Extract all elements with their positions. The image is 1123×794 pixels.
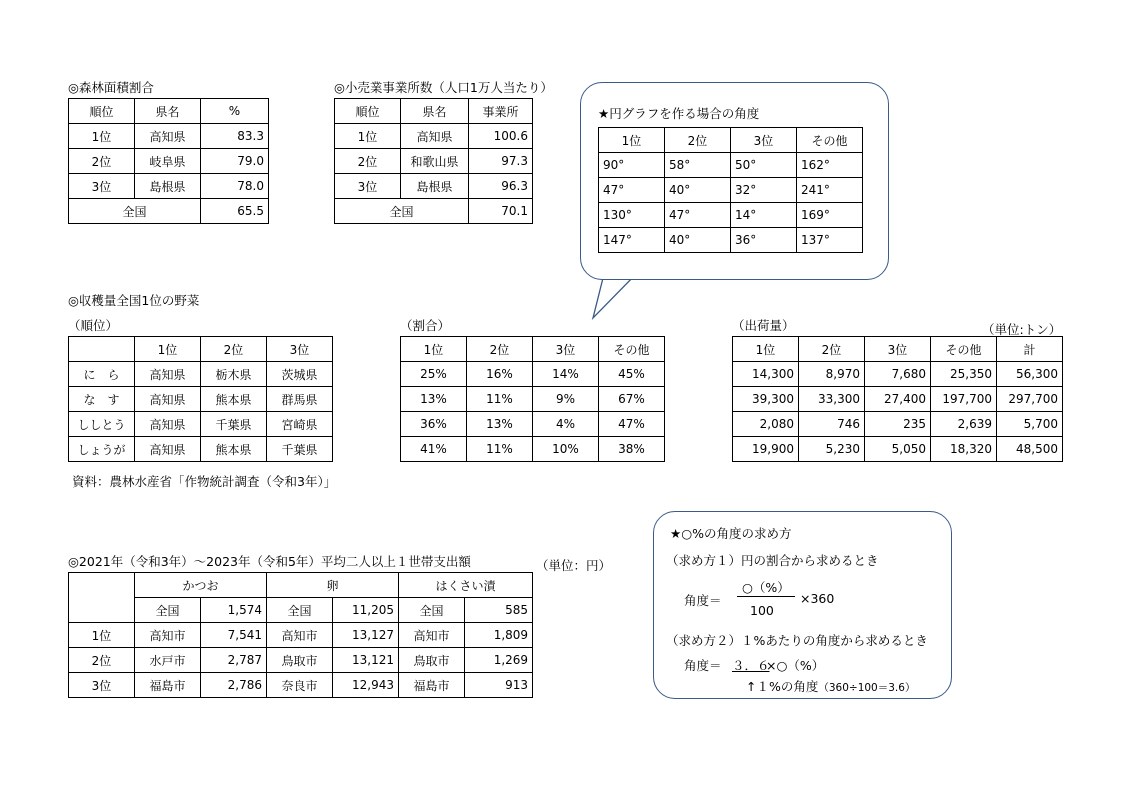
rank-cell: 2位 xyxy=(69,149,135,174)
ratio-cell: 14% xyxy=(533,362,599,387)
spending-table xyxy=(68,572,533,698)
table-row xyxy=(733,337,1063,362)
header-cell: 3位 xyxy=(267,337,333,362)
value-cell: 83.3 xyxy=(201,124,269,149)
ratio-cell: 11% xyxy=(467,437,533,462)
arrow-note xyxy=(746,677,915,695)
national-value: 11,205 xyxy=(333,598,399,623)
table-row xyxy=(335,124,533,149)
pref-cell: 高知県 xyxy=(135,124,201,149)
table-row xyxy=(69,199,269,224)
table-row xyxy=(599,178,863,203)
pref-cell: 千葉県 xyxy=(267,437,333,462)
ship-cell: 48,500 xyxy=(997,437,1063,462)
veg-name: しょうが xyxy=(69,437,135,462)
rank-cell: 1位 xyxy=(335,124,401,149)
header-cell: 2位 xyxy=(665,128,731,153)
ship-cell: 14,300 xyxy=(733,362,799,387)
angle-cell: 47° xyxy=(665,203,731,228)
table-row xyxy=(69,387,333,412)
angle-cell: 130° xyxy=(599,203,665,228)
ratio-cell: 47% xyxy=(599,412,665,437)
angle-cell: 14° xyxy=(731,203,797,228)
ratio-cell: 67% xyxy=(599,387,665,412)
ratio-cell: 36% xyxy=(401,412,467,437)
ship-cell: 197,700 xyxy=(931,387,997,412)
retail-title: ◎小売業事業所数（人口1万人当たり） xyxy=(334,80,553,95)
pref-cell: 熊本県 xyxy=(201,437,267,462)
forest-title: ◎森林面積割合 xyxy=(68,80,154,95)
table-row xyxy=(733,362,1063,387)
method-title: ★○%の角度の求め方 xyxy=(670,526,792,541)
ship-cell: 235 xyxy=(865,412,931,437)
ship-cell: 5,230 xyxy=(799,437,865,462)
veg-name: に ら xyxy=(69,362,135,387)
veg-rank-table xyxy=(68,336,333,462)
pref-cell: 和歌山県 xyxy=(401,149,469,174)
ratio-cell: 38% xyxy=(599,437,665,462)
angle-cell: 47° xyxy=(599,178,665,203)
national-label: 全国 xyxy=(399,598,465,623)
angle-cell: 90° xyxy=(599,153,665,178)
angle-cell: 40° xyxy=(665,178,731,203)
table-row xyxy=(69,573,533,598)
veg-name: ししとう xyxy=(69,412,135,437)
value-cell: 13,121 xyxy=(333,648,399,673)
ship-cell: 8,970 xyxy=(799,362,865,387)
table-row xyxy=(733,387,1063,412)
table-row xyxy=(401,387,665,412)
ship-cell: 39,300 xyxy=(733,387,799,412)
ship-cell: 746 xyxy=(799,412,865,437)
spending-unit: （単位：円） xyxy=(536,558,612,573)
arrow-note-text: ↑１%の角度 xyxy=(746,679,819,694)
pref-cell: 高知県 xyxy=(135,437,201,462)
table-row xyxy=(69,99,269,124)
group-header: 卵 xyxy=(267,573,399,598)
angle-cell: 241° xyxy=(797,178,863,203)
pref-cell: 栃木県 xyxy=(201,362,267,387)
value-cell: 2,786 xyxy=(201,673,267,698)
table-row xyxy=(69,337,333,362)
ship-cell: 7,680 xyxy=(865,362,931,387)
table-row xyxy=(69,149,269,174)
table-row xyxy=(335,99,533,124)
ratio-cell: 4% xyxy=(533,412,599,437)
rank-cell: 2位 xyxy=(335,149,401,174)
value-cell: 1,809 xyxy=(465,623,533,648)
veg-name: な す xyxy=(69,387,135,412)
ratio-cell: 13% xyxy=(401,387,467,412)
value-cell: 97.3 xyxy=(469,149,533,174)
pie-angles-title: ★円グラフを作る場合の角度 xyxy=(598,106,760,121)
times-percent: ×○（%） xyxy=(766,658,825,673)
coefficient: ３．６ xyxy=(732,658,770,673)
header-cell: % xyxy=(201,99,269,124)
forest-table xyxy=(68,98,269,224)
table-row xyxy=(335,149,533,174)
header-cell: 3位 xyxy=(533,337,599,362)
header-cell: 1位 xyxy=(135,337,201,362)
total-label: 全国 xyxy=(69,199,201,224)
header-cell: 2位 xyxy=(201,337,267,362)
city-cell: 水戸市 xyxy=(135,648,201,673)
header-cell: 2位 xyxy=(799,337,865,362)
pref-cell: 千葉県 xyxy=(201,412,267,437)
pref-cell: 宮崎県 xyxy=(267,412,333,437)
blank-cell xyxy=(69,573,135,623)
angle-cell: 169° xyxy=(797,203,863,228)
table-row xyxy=(733,437,1063,462)
city-cell: 鳥取市 xyxy=(267,648,333,673)
national-value: 585 xyxy=(465,598,533,623)
rank-cell: 1位 xyxy=(69,124,135,149)
source-note: 資料：農林水産省「作物統計調査（令和3年）」 xyxy=(72,474,337,489)
header-cell: 1位 xyxy=(733,337,799,362)
table-row xyxy=(401,437,665,462)
angle-cell: 40° xyxy=(665,228,731,253)
table-row xyxy=(401,362,665,387)
angle-cell: 36° xyxy=(731,228,797,253)
city-cell: 高知市 xyxy=(267,623,333,648)
table-row xyxy=(599,128,863,153)
national-value: 1,574 xyxy=(201,598,267,623)
method2-label: （求め方２）１%あたりの角度から求めるとき xyxy=(666,633,928,648)
header-cell: 県名 xyxy=(135,99,201,124)
value-cell: 100.6 xyxy=(469,124,533,149)
vegetables-title: ◎収穫量全国1位の野菜 xyxy=(68,293,200,308)
pref-cell: 島根県 xyxy=(135,174,201,199)
table-row xyxy=(733,412,1063,437)
angle-cell: 137° xyxy=(797,228,863,253)
ship-cell: 25,350 xyxy=(931,362,997,387)
total-value: 70.1 xyxy=(469,199,533,224)
shipment-label: （出荷量） xyxy=(732,318,795,333)
value-cell: 12,943 xyxy=(333,673,399,698)
ship-cell: 2,080 xyxy=(733,412,799,437)
national-label: 全国 xyxy=(267,598,333,623)
fraction-bar xyxy=(737,596,795,597)
header-cell: 順位 xyxy=(69,99,135,124)
table-row xyxy=(69,124,269,149)
ship-cell: 18,320 xyxy=(931,437,997,462)
city-cell: 奈良市 xyxy=(267,673,333,698)
city-cell: 高知市 xyxy=(135,623,201,648)
table-row xyxy=(401,337,665,362)
ratio-cell: 9% xyxy=(533,387,599,412)
fraction-numerator: ○（%） xyxy=(742,580,790,595)
ratio-label: （割合） xyxy=(400,318,451,333)
header-cell: 2位 xyxy=(467,337,533,362)
rank-cell: 3位 xyxy=(335,174,401,199)
arrow-calc: （360÷100＝3.6） xyxy=(818,682,916,694)
table-row xyxy=(69,412,333,437)
angle-cell: 32° xyxy=(731,178,797,203)
rank-label: （順位） xyxy=(68,318,119,333)
value-cell: 96.3 xyxy=(469,174,533,199)
header-cell: 県名 xyxy=(401,99,469,124)
value-cell: 13,127 xyxy=(333,623,399,648)
veg-ratio-table xyxy=(400,336,665,462)
header-cell xyxy=(69,337,135,362)
ratio-cell: 16% xyxy=(467,362,533,387)
ratio-cell: 11% xyxy=(467,387,533,412)
header-cell: 順位 xyxy=(335,99,401,124)
rank-cell: 3位 xyxy=(69,673,135,698)
ship-cell: 27,400 xyxy=(865,387,931,412)
total-label: 全国 xyxy=(335,199,469,224)
table-row xyxy=(335,174,533,199)
table-row xyxy=(69,673,533,698)
fraction-denominator: 100 xyxy=(750,603,774,618)
times-360: ×360 xyxy=(800,591,835,606)
ship-cell: 2,639 xyxy=(931,412,997,437)
angle-cell: 147° xyxy=(599,228,665,253)
national-label: 全国 xyxy=(135,598,201,623)
header-cell: 事業所 xyxy=(469,99,533,124)
value-cell: 1,269 xyxy=(465,648,533,673)
table-row xyxy=(599,228,863,253)
rank-cell: 1位 xyxy=(69,623,135,648)
header-cell: その他 xyxy=(599,337,665,362)
city-cell: 福島市 xyxy=(399,673,465,698)
value-cell: 913 xyxy=(465,673,533,698)
group-header: はくさい漬 xyxy=(399,573,533,598)
angle-eq-1: 角度＝ xyxy=(684,593,722,608)
pref-cell: 熊本県 xyxy=(201,387,267,412)
ratio-cell: 10% xyxy=(533,437,599,462)
ship-cell: 19,900 xyxy=(733,437,799,462)
header-cell: 1位 xyxy=(401,337,467,362)
table-row xyxy=(69,362,333,387)
table-row xyxy=(401,412,665,437)
pref-cell: 茨城県 xyxy=(267,362,333,387)
spending-title: ◎2021年（令和3年）～2023年（令和5年）平均二人以上１世帯支出額 xyxy=(68,554,471,569)
angle-eq-2: 角度＝ xyxy=(684,658,722,673)
angle-cell: 50° xyxy=(731,153,797,178)
rank-cell: 2位 xyxy=(69,648,135,673)
pref-cell: 高知県 xyxy=(135,387,201,412)
header-cell: 3位 xyxy=(865,337,931,362)
ship-cell: 5,700 xyxy=(997,412,1063,437)
ship-cell: 297,700 xyxy=(997,387,1063,412)
header-cell: 1位 xyxy=(599,128,665,153)
value-cell: 2,787 xyxy=(201,648,267,673)
method1-label: （求め方１）円の割合から求めるとき xyxy=(666,553,879,568)
angle-cell: 58° xyxy=(665,153,731,178)
value-cell: 7,541 xyxy=(201,623,267,648)
city-cell: 鳥取市 xyxy=(399,648,465,673)
retail-table xyxy=(334,98,533,224)
ratio-cell: 13% xyxy=(467,412,533,437)
unit-label: （単位:トン） xyxy=(982,322,1062,337)
rank-cell: 3位 xyxy=(69,174,135,199)
table-row xyxy=(69,623,533,648)
city-cell: 福島市 xyxy=(135,673,201,698)
ratio-cell: 25% xyxy=(401,362,467,387)
veg-shipment-table xyxy=(732,336,1063,462)
pref-cell: 高知県 xyxy=(135,362,201,387)
value-cell: 78.0 xyxy=(201,174,269,199)
table-row xyxy=(335,199,533,224)
table-row xyxy=(599,203,863,228)
pref-cell: 島根県 xyxy=(401,174,469,199)
ship-cell: 33,300 xyxy=(799,387,865,412)
table-row xyxy=(69,174,269,199)
pie-angles-table xyxy=(598,127,863,253)
pref-cell: 群馬県 xyxy=(267,387,333,412)
ratio-cell: 45% xyxy=(599,362,665,387)
value-cell: 79.0 xyxy=(201,149,269,174)
ship-cell: 56,300 xyxy=(997,362,1063,387)
header-cell: 3位 xyxy=(731,128,797,153)
city-cell: 高知市 xyxy=(399,623,465,648)
pref-cell: 高知県 xyxy=(401,124,469,149)
header-cell: その他 xyxy=(931,337,997,362)
table-row xyxy=(69,598,533,623)
table-row xyxy=(69,437,333,462)
table-row xyxy=(599,153,863,178)
pref-cell: 高知県 xyxy=(135,412,201,437)
angle-cell: 162° xyxy=(797,153,863,178)
ship-cell: 5,050 xyxy=(865,437,931,462)
ratio-cell: 41% xyxy=(401,437,467,462)
group-header: かつお xyxy=(135,573,267,598)
total-value: 65.5 xyxy=(201,199,269,224)
table-row xyxy=(69,648,533,673)
header-cell: その他 xyxy=(797,128,863,153)
header-cell: 計 xyxy=(997,337,1063,362)
pref-cell: 岐阜県 xyxy=(135,149,201,174)
